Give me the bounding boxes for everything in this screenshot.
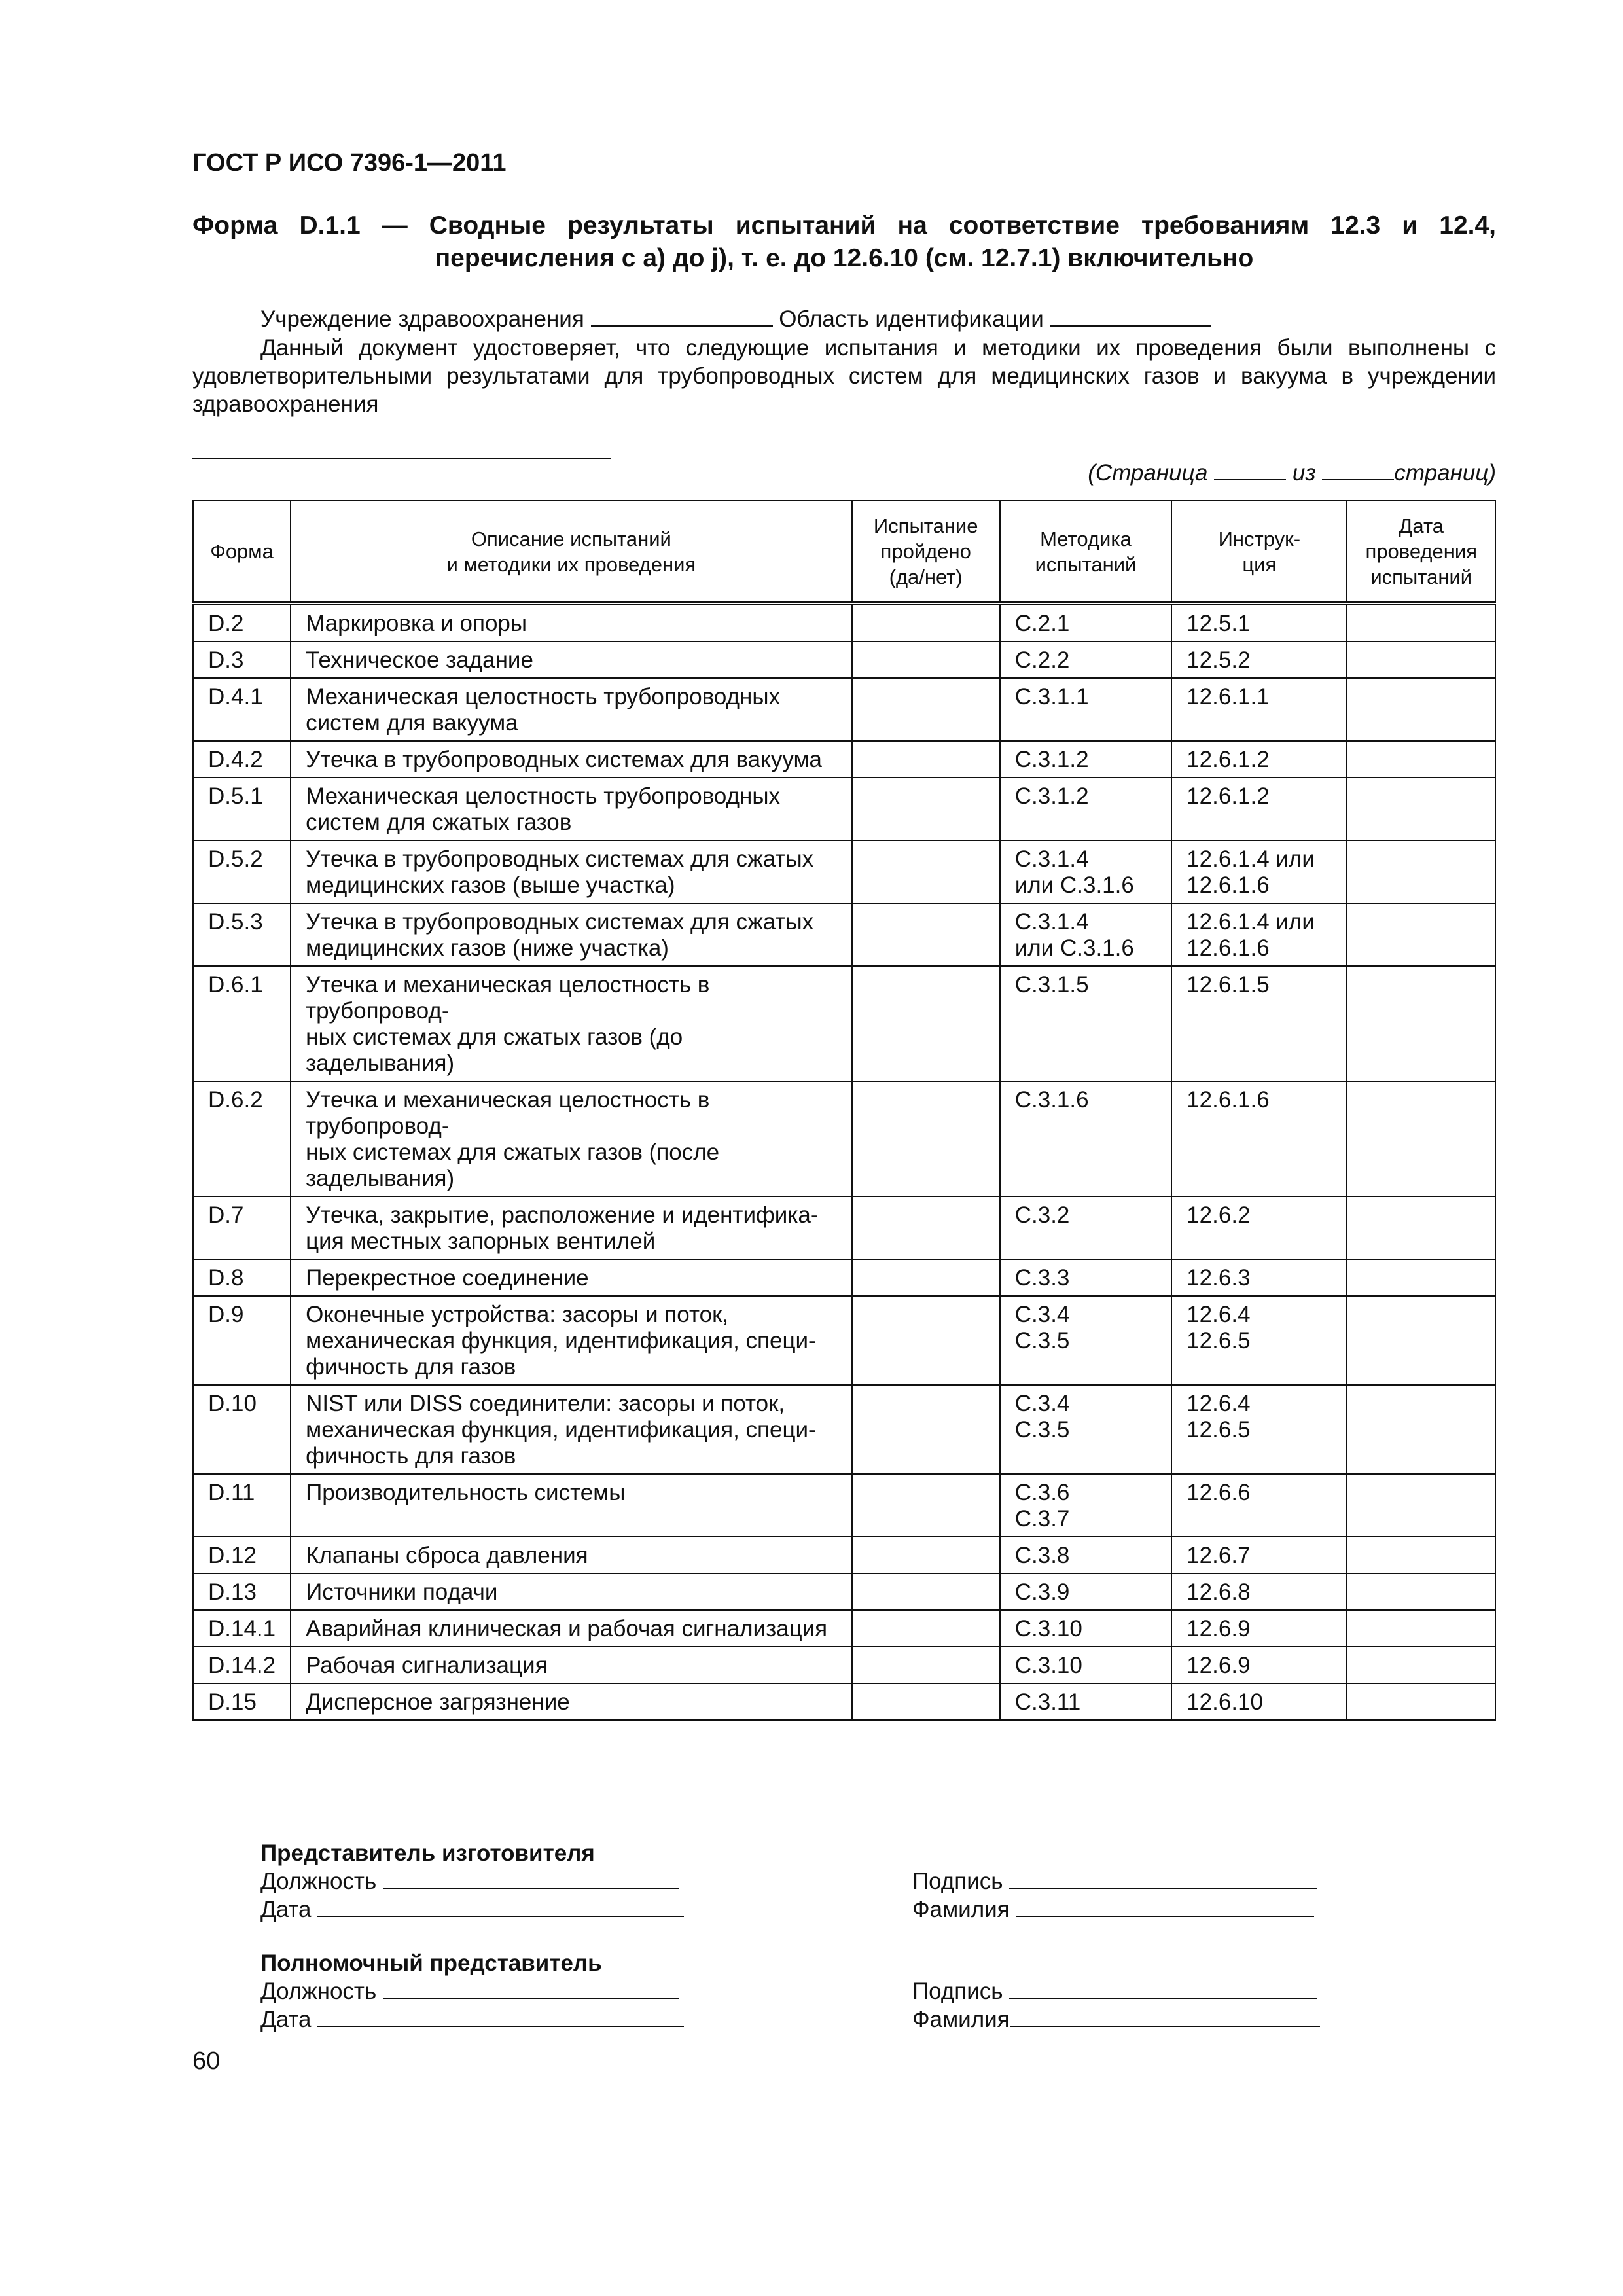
table-row [193,903,1495,966]
row-method: C.3.3 [1000,1259,1171,1296]
row-form-code: D.5.2 [193,840,291,903]
row-description: Клапаны сброса давления [291,1537,852,1573]
authorized-heading: Полномочный представитель [260,1950,602,1976]
authorized-surname-field[interactable] [1010,2006,1320,2027]
surname-label: Фамилия [912,2007,1010,2032]
row-passed-cell[interactable] [852,778,1000,840]
row-date-cell[interactable] [1347,641,1495,678]
row-passed-cell[interactable] [852,1474,1000,1537]
row-passed-cell[interactable] [852,1573,1000,1610]
row-instruction: 12.6.10 [1171,1683,1347,1720]
authorized-position-field[interactable] [383,1978,679,1999]
table-row [193,1474,1495,1537]
row-description: Оконечные устройства: засоры и поток, механическая функция, идентификация, специ- фичность для газов [291,1296,852,1385]
page-counter [1088,459,1496,486]
row-method: C.3.1.5 [1000,966,1171,1081]
row-method: C.3.1.4 или C.3.1.6 [1000,903,1171,966]
row-form-code: D.5.3 [193,903,291,966]
row-description: Аварийная клиническая и рабочая сигнализация [291,1610,852,1647]
row-passed-cell[interactable] [852,1385,1000,1474]
date-label: Дата [260,2007,312,2032]
facility-label: Учреждение здравоохранения [260,306,584,332]
table-row [193,1683,1495,1720]
row-passed-cell[interactable] [852,1196,1000,1259]
row-passed-cell[interactable] [852,741,1000,778]
row-method: C.3.4 C.3.5 [1000,1385,1171,1474]
row-instruction: 12.6.9 [1171,1610,1347,1647]
row-date-cell[interactable] [1347,840,1495,903]
row-date-cell[interactable] [1347,603,1495,641]
row-date-cell[interactable] [1347,678,1495,741]
row-method: C.3.2 [1000,1196,1171,1259]
position-label: Должность [260,1979,377,2004]
page-close-text: страниц) [1394,460,1496,486]
row-form-code: D.14.2 [193,1647,291,1683]
row-form-code: D.8 [193,1259,291,1296]
row-form-code: D.5.1 [193,778,291,840]
row-form-code: D.2 [193,603,291,641]
row-passed-cell[interactable] [852,1259,1000,1296]
row-method: C.3.8 [1000,1537,1171,1573]
header-instruction: Инструк- ция [1171,501,1347,603]
row-date-cell[interactable] [1347,1647,1495,1683]
row-passed-cell[interactable] [852,1610,1000,1647]
row-method: C.3.9 [1000,1573,1171,1610]
table-row [193,1647,1495,1683]
table-row [193,641,1495,678]
row-date-cell[interactable] [1347,903,1495,966]
row-instruction: 12.6.1.6 [1171,1081,1347,1196]
area-field[interactable] [1050,306,1211,327]
table-header-row [193,501,1495,603]
row-description: NIST или DISS соединители: засоры и поток, механическая функция, идентификация, специ- фичность для газов [291,1385,852,1474]
form-title: Форма D.1.1 — Сводные результаты испытаний на соответствие требованиям 12.3 и 12.4, перечисления с а) до j), т. е. до 12.6.10 (см. 12.7.1) включительно [192,211,1496,272]
area-label: Область идентификации [779,306,1044,332]
page-total-field[interactable] [1322,459,1394,480]
facility-line [260,305,1211,334]
row-passed-cell[interactable] [852,1296,1000,1385]
row-date-cell[interactable] [1347,1683,1495,1720]
row-date-cell[interactable] [1347,966,1495,1081]
row-form-code: D.4.1 [193,678,291,741]
row-date-cell[interactable] [1347,1296,1495,1385]
row-passed-cell[interactable] [852,966,1000,1081]
row-form-code: D.6.2 [193,1081,291,1196]
manufacturer-signature-line [912,1867,1317,1895]
authorized-surname-line [912,2005,1320,2034]
page-of-text: из [1292,460,1316,486]
table-row [193,603,1495,641]
row-form-code: D.14.1 [193,1610,291,1647]
row-instruction: 12.6.1.2 [1171,778,1347,840]
row-description: Маркировка и опоры [291,603,852,641]
authorized-block [260,1949,684,2034]
standard-designation: ГОСТ Р ИСО 7396-1—2011 [192,149,507,177]
manufacturer-surname-line [912,1895,1317,1924]
row-description: Механическая целостность трубопроводных систем для вакуума [291,678,852,741]
row-form-code: D.11 [193,1474,291,1537]
manufacturer-signature-block [912,1867,1317,1924]
authorized-signature-field[interactable] [1009,1978,1317,1999]
row-description: Дисперсное загрязнение [291,1683,852,1720]
row-form-code: D.6.1 [193,966,291,1081]
row-passed-cell[interactable] [852,1081,1000,1196]
row-form-code: D.15 [193,1683,291,1720]
statement-text: Данный документ удостоверяет, что следующие испытания и методики их проведения были выполнены с удовлетворительными результатами для трубопроводных систем для медицинских газов и вакуума в учреждении здравоохранения [192,335,1496,417]
row-instruction: 12.5.2 [1171,641,1347,678]
row-instruction: 12.6.8 [1171,1573,1347,1610]
date-label: Дата [260,1897,312,1922]
row-form-code: D.10 [193,1385,291,1474]
position-label: Должность [260,1869,377,1894]
row-instruction: 12.6.1.1 [1171,678,1347,741]
row-date-cell[interactable] [1347,1474,1495,1537]
facility-signature-line[interactable] [192,458,611,459]
row-instruction: 12.6.1.4 или 12.6.1.6 [1171,903,1347,966]
row-instruction: 12.6.1.2 [1171,741,1347,778]
header-passed: Испытание пройдено (да/нет) [852,501,1000,603]
row-form-code: D.13 [193,1573,291,1610]
manufacturer-position-line [260,1867,684,1895]
authorized-signature-block [912,1977,1320,2034]
row-date-cell[interactable] [1347,1081,1495,1196]
row-passed-cell[interactable] [852,1647,1000,1683]
row-instruction: 12.6.6 [1171,1474,1347,1537]
table-row [193,1573,1495,1610]
row-passed-cell[interactable] [852,1683,1000,1720]
row-instruction: 12.6.2 [1171,1196,1347,1259]
row-date-cell[interactable] [1347,1259,1495,1296]
authorized-date-line [260,2005,684,2034]
page-number: 60 [192,2047,221,2075]
test-results-table [192,500,1496,1721]
row-date-cell[interactable] [1347,1196,1495,1259]
row-method: C.3.11 [1000,1683,1171,1720]
row-description: Утечка, закрытие, расположение и идентифика- ция местных запорных вентилей [291,1196,852,1259]
row-description: Механическая целостность трубопроводных систем для сжатых газов [291,778,852,840]
page-open-text: (Страница [1088,460,1208,486]
row-form-code: D.4.2 [193,741,291,778]
row-instruction: 12.6.1.5 [1171,966,1347,1081]
row-method: C.2.1 [1000,603,1171,641]
row-date-cell[interactable] [1347,1573,1495,1610]
manufacturer-surname-field[interactable] [1016,1896,1314,1917]
table-row [193,1610,1495,1647]
manufacturer-block [260,1839,684,1924]
row-description: Утечка в трубопроводных системах для сжатых медицинских газов (ниже участка) [291,903,852,966]
manufacturer-date-line [260,1895,684,1924]
row-method: C.3.1.1 [1000,678,1171,741]
table-row [193,1296,1495,1385]
manufacturer-position-field[interactable] [383,1868,679,1889]
row-form-code: D.7 [193,1196,291,1259]
row-instruction: 12.6.4 12.6.5 [1171,1385,1347,1474]
row-description: Утечка и механическая целостность в трубопровод- ных системах для сжатых газов (после заделывания) [291,1081,852,1196]
row-form-code: D.9 [193,1296,291,1385]
header-form: Форма [193,501,291,603]
row-description: Производительность системы [291,1474,852,1537]
row-instruction: 12.6.4 12.6.5 [1171,1296,1347,1385]
page-number-field[interactable] [1214,459,1286,480]
row-method: C.3.10 [1000,1610,1171,1647]
row-method: C.3.6 C.3.7 [1000,1474,1171,1537]
row-instruction: 12.6.7 [1171,1537,1347,1573]
surname-label: Фамилия [912,1897,1010,1922]
table-row [193,1081,1495,1196]
row-date-cell[interactable] [1347,741,1495,778]
facility-field[interactable] [591,306,773,327]
table-row [193,1196,1495,1259]
row-date-cell[interactable] [1347,1610,1495,1647]
row-instruction: 12.6.3 [1171,1259,1347,1296]
manufacturer-signature-field[interactable] [1009,1868,1317,1889]
manufacturer-date-field[interactable] [317,1896,684,1917]
row-form-code: D.12 [193,1537,291,1573]
row-instruction: 12.6.1.4 или 12.6.1.6 [1171,840,1347,903]
row-form-code: D.3 [193,641,291,678]
row-passed-cell[interactable] [852,641,1000,678]
row-date-cell[interactable] [1347,1385,1495,1474]
row-description: Утечка и механическая целостность в трубопровод- ных системах для сжатых газов (до заделывания) [291,966,852,1081]
header-method: Методика испытаний [1000,501,1171,603]
header-date: Дата проведения испытаний [1347,501,1495,603]
table-row [193,1259,1495,1296]
table-row [193,840,1495,903]
row-instruction: 12.6.9 [1171,1647,1347,1683]
row-description: Источники подачи [291,1573,852,1610]
row-method: C.3.1.4 или C.3.1.6 [1000,840,1171,903]
row-passed-cell[interactable] [852,603,1000,641]
table-row [193,966,1495,1081]
row-passed-cell[interactable] [852,1537,1000,1573]
table-row [193,678,1495,741]
table-row [193,1537,1495,1573]
row-description: Рабочая сигнализация [291,1647,852,1683]
table-row [193,778,1495,840]
table-row [193,1385,1495,1474]
authorized-position-line [260,1977,684,2005]
row-method: C.3.1.6 [1000,1081,1171,1196]
row-date-cell[interactable] [1347,1537,1495,1573]
row-method: C.2.2 [1000,641,1171,678]
row-passed-cell[interactable] [852,678,1000,741]
row-method: C.3.4 C.3.5 [1000,1296,1171,1385]
row-description: Техническое задание [291,641,852,678]
row-method: C.3.1.2 [1000,778,1171,840]
row-instruction: 12.5.1 [1171,603,1347,641]
row-passed-cell[interactable] [852,903,1000,966]
row-date-cell[interactable] [1347,778,1495,840]
authorized-signature-line [912,1977,1320,2005]
row-description: Перекрестное соединение [291,1259,852,1296]
header-description: Описание испытаний и методики их проведения [291,501,852,603]
row-passed-cell[interactable] [852,840,1000,903]
row-description: Утечка в трубопроводных системах для сжатых медицинских газов (выше участка) [291,840,852,903]
row-method: C.3.10 [1000,1647,1171,1683]
row-method: C.3.1.2 [1000,741,1171,778]
table-row [193,741,1495,778]
signature-label: Подпись [912,1979,1003,2004]
authorized-date-field[interactable] [317,2006,684,2027]
row-description: Утечка в трубопроводных системах для вакуума [291,741,852,778]
signature-label: Подпись [912,1869,1003,1894]
manufacturer-heading: Представитель изготовителя [260,1840,595,1866]
